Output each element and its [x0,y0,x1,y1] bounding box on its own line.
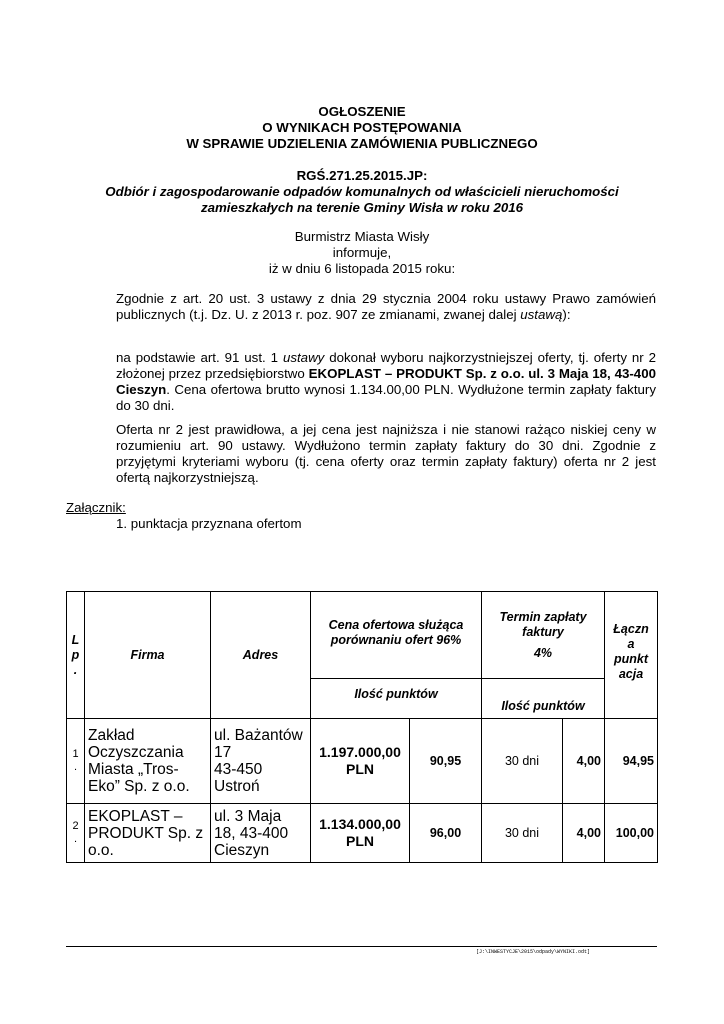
row-total: 94,95 [605,719,658,804]
table-row [67,719,658,804]
date-line: iż w dniu 6 listopada 2015 roku: [268,261,456,276]
attachment-label [66,500,126,516]
header-price-criterion: Cena ofertowa służąca porównaniu ofert 96% [311,592,482,679]
reference-code: RGŚ.271.25.2015.JP: [296,168,428,183]
row-price: 1.197.000,00 PLN [311,719,410,804]
row-adres [211,719,311,804]
selection-paragraph [116,350,656,414]
reference-block [0,168,724,216]
informs-line: informuje, [332,245,392,260]
paragraph2-part1: na podstawie art. 91 ust. 1 [116,350,283,365]
row-price-points: 90,95 [410,719,482,804]
header-term-label: Termin zapłaty faktury [499,609,587,639]
header-term-weight: 4% [533,645,553,660]
attachment-label-text: Załącznik: [66,500,126,515]
row-term-points: 4,00 [563,719,605,804]
paragraph1-end: ): [562,307,571,322]
paragraph1-italic: ustawą [520,307,563,322]
row-total: 100,00 [605,804,658,863]
row-adres [211,804,311,863]
mayor-line: Burmistrz Miasta Wisły [294,229,430,244]
legal-basis-paragraph [116,291,656,323]
row-price: 1.134.000,00 PLN [311,804,410,863]
heading-line-3: W SPRAWIE UDZIELENIA ZAMÓWIENIA PUBLICZNEGO [186,136,538,151]
heading-line-1: OGŁOSZENIE [318,104,406,119]
paragraph2-italic: ustawy [282,350,325,365]
paragraph2-part2: dokonał wyboru najkorzystniejszej oferty, tj. oferty nr 2 złożonej przez przedsiębiorstwo [116,350,656,381]
attachment-item: 1. punktacja przyznana ofertom [116,516,302,531]
footer-divider [66,946,657,947]
row-firma: EKOPLAST – PRODUKT Sp. z o.o. [85,804,211,863]
table-header-row [67,592,658,679]
row-lp: 1 . [67,719,85,804]
footer-file-path: [J:\INWESTYCJE\2015\odpady\WYNIKI.odt] [475,949,590,955]
announcement-heading [0,104,724,152]
header-term-criterion [482,592,605,679]
paragraph1-text: Zgodnie z art. 20 ust. 3 ustawy z dnia 29 stycznia 2004 roku ustawy Prawo zamówień publicznych (t.j. Dz. U. z 2013 r. poz. 907 ze zmianami, zwanej dalej [116,291,656,322]
row-lp: 2 . [67,804,85,863]
header-term-points: Ilość punktów [482,679,605,719]
scoring-table [66,591,658,863]
row-price-points: 96,00 [410,804,482,863]
header-firma: Firma [85,592,211,719]
subject-line-2: zamieszkałych na terenie Gminy Wisła w roku 2016 [200,200,524,215]
row-adres-line2: 43-450 Ustroń [214,761,263,795]
justification-paragraph: Oferta nr 2 jest prawidłowa, a jej cena jest najniższa i nie stanowi rażąco niskiej ceny w rozumieniu art. 90 ustawy. Wydłużono termin zapłaty faktury do 30 dni. Zgodnie z przyjętymi kryteriami wyboru (tj. cena oferty oraz termin zapłaty faktury) oferta nr 2 jest ofertą najkorzystniejszą. [116,422,656,485]
paragraph2-part3: . Cena ofertowa brutto wynosi 1.134.00,00 PLN. Wydłużone termin zapłaty faktury do 30 dni. [116,382,656,413]
header-adres: Adres [211,592,311,719]
row-adres-line2: Cieszyn [214,841,270,859]
informs-block [0,229,724,277]
header-price-points: Ilość punktów [311,679,482,719]
heading-line-2: O WYNIKACH POSTĘPOWANIA [262,120,462,135]
row-adres-line1: ul. Bażantów 17 [214,727,303,761]
winning-company: EKOPLAST – PRODUKT Sp. z o.o. ul. 3 Maja 18, 43-400 Cieszyn [116,366,656,397]
header-lp: L p . [67,592,85,719]
table-row [67,804,658,863]
row-term: 30 dni [482,804,563,863]
row-term-points: 4,00 [563,804,605,863]
header-total: Łączn a punkt acja [605,592,658,719]
row-firma: Zakład Oczyszczania Miasta „Tros-Eko” Sp. z o.o. [85,719,211,804]
row-adres-line1: ul. 3 Maja 18, 43-400 [214,807,289,842]
row-term: 30 dni [482,719,563,804]
subject-line-1: Odbiór i zagospodarowanie odpadów komunalnych od właścicieli nieruchomości [105,184,619,199]
